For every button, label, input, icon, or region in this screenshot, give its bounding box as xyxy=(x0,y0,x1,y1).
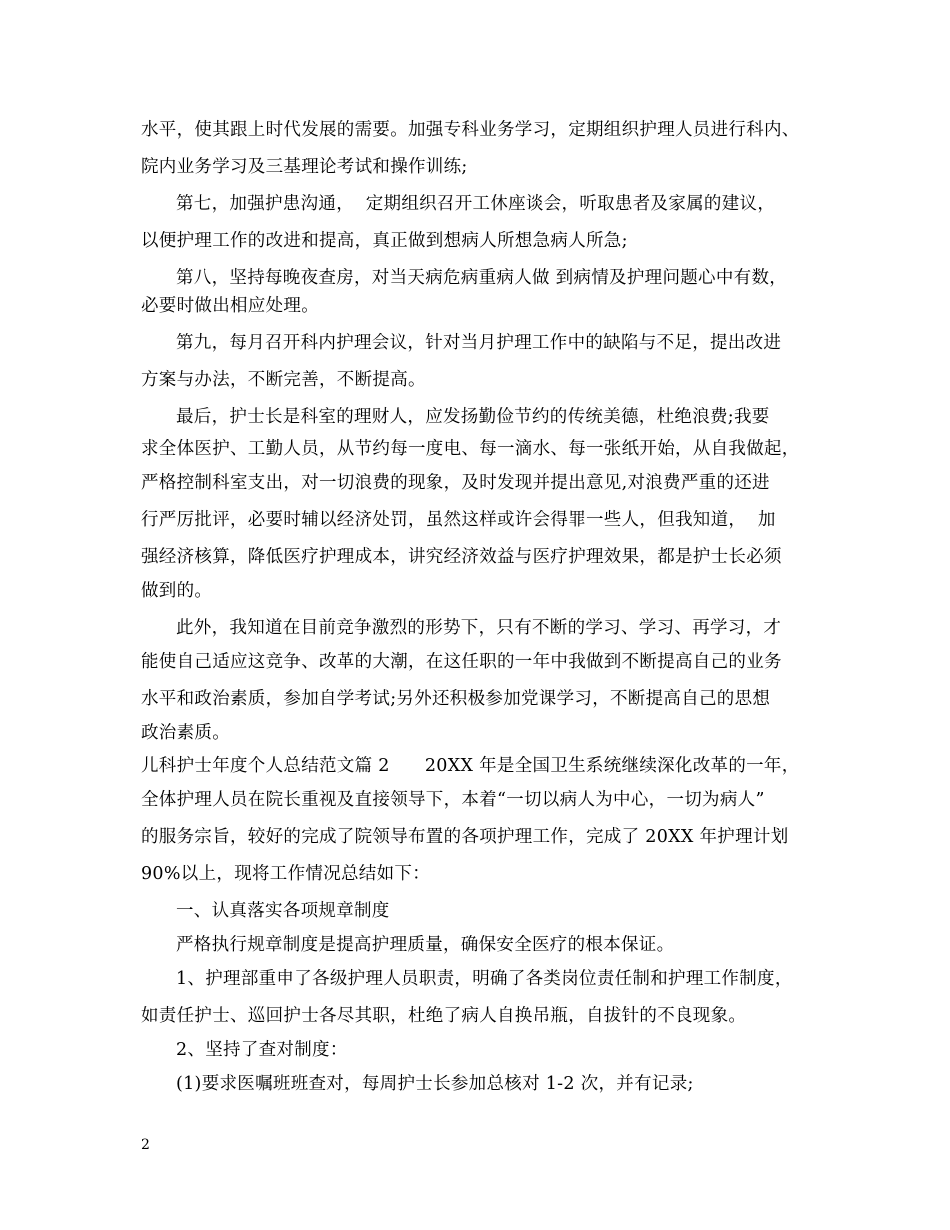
text-line: 严格控制科室支出，对一切浪费的现象，及时发现并提出意见,对浪费严重的还进 xyxy=(141,473,770,493)
text-line: 最后，护士长是科室的理财人，应发扬勤俭节约的传统美德，杜绝浪费;我要 xyxy=(176,407,770,427)
text-line: 方案与办法，不断完善，不断提高。 xyxy=(141,370,426,390)
text-line: 儿科护士年度个人总结范文篇 2 20XX 年是全国卫生系统继续深化改革的一年， xyxy=(141,756,800,776)
text-line: 此外，我知道在目前竞争激烈的形势下，只有不断的学习、学习、再学习，才 xyxy=(176,618,782,638)
text-line: 严格执行规章制度是提高护理质量，确保安全医疗的根本保证。 xyxy=(176,935,675,955)
text-line: 第九，每月召开科内护理会议，针对当月护理工作中的缺陷与不足，提出改进 xyxy=(176,333,782,353)
text-line: 1、护理部重申了各级护理人员职责，明确了各类岗位责任制和护理工作制度， xyxy=(176,969,793,989)
text-line: 如责任护士、巡回护士各尽其职，杜绝了病人自换吊瓶，自拔针的不良现象。 xyxy=(141,1006,747,1026)
text-line: 院内业务学习及三基理论考试和操作训练; xyxy=(141,157,468,177)
text-line: 能使自己适应这竞争、改革的大潮，在这任职的一年中我做到不断提高自己的业务 xyxy=(141,652,782,672)
text-line: 水平，使其跟上时代发展的需要。加强专科业务学习，定期组织护理人员进行科内、 xyxy=(141,120,800,140)
text-line: 求全体医护、工勤人员，从节约每一度电、每一滴水、每一张纸开始，从自我做起， xyxy=(141,439,800,459)
text-line: 全体护理人员在院长重视及直接领导下，本着“一切以病人为中心，一切为病人” xyxy=(141,790,765,810)
text-line: 必要时做出相应处理。 xyxy=(141,296,319,316)
text-line: 的服务宗旨，较好的完成了院领导布置的各项护理工作，完成了 20XX 年护理计划 xyxy=(141,827,789,847)
page-number: 2 xyxy=(141,1137,150,1153)
text-line: 强经济核算，降低医疗护理成本，讲究经济效益与医疗护理效果，都是护士长必须 xyxy=(141,547,782,567)
text-line: (1)要求医嘱班班查对，每周护士长参加总核对 1-2 次，并有记录; xyxy=(176,1074,694,1094)
section-heading: 一、认真落实各项规章制度 xyxy=(176,901,390,921)
text-line: 行严厉批评，必要时辅以经济处罚，虽然这样或许会得罪一些人，但我知道， 加 xyxy=(141,510,776,530)
text-line: 水平和政治素质，参加自学考试;另外还积极参加党课学习，不断提高自己的思想 xyxy=(141,689,771,709)
text-line: 第七，加强护患沟通， 定期组织召开工休座谈会，听取患者及家属的建议， xyxy=(176,194,776,214)
text-line: 90%以上，现将工作情况总结如下： xyxy=(141,864,430,884)
text-line: 政治素质。 xyxy=(141,723,230,743)
text-line: 2、坚持了查对制度： xyxy=(176,1040,348,1060)
text-line: 以便护理工作的改进和提高，真正做到想病人所想急病人所急; xyxy=(141,231,628,251)
text-line: 做到的。 xyxy=(141,581,213,601)
text-line: 第八，坚持每晚夜查房，对当天病危病重病人做 到病情及护理问题心中有数， xyxy=(176,268,788,288)
